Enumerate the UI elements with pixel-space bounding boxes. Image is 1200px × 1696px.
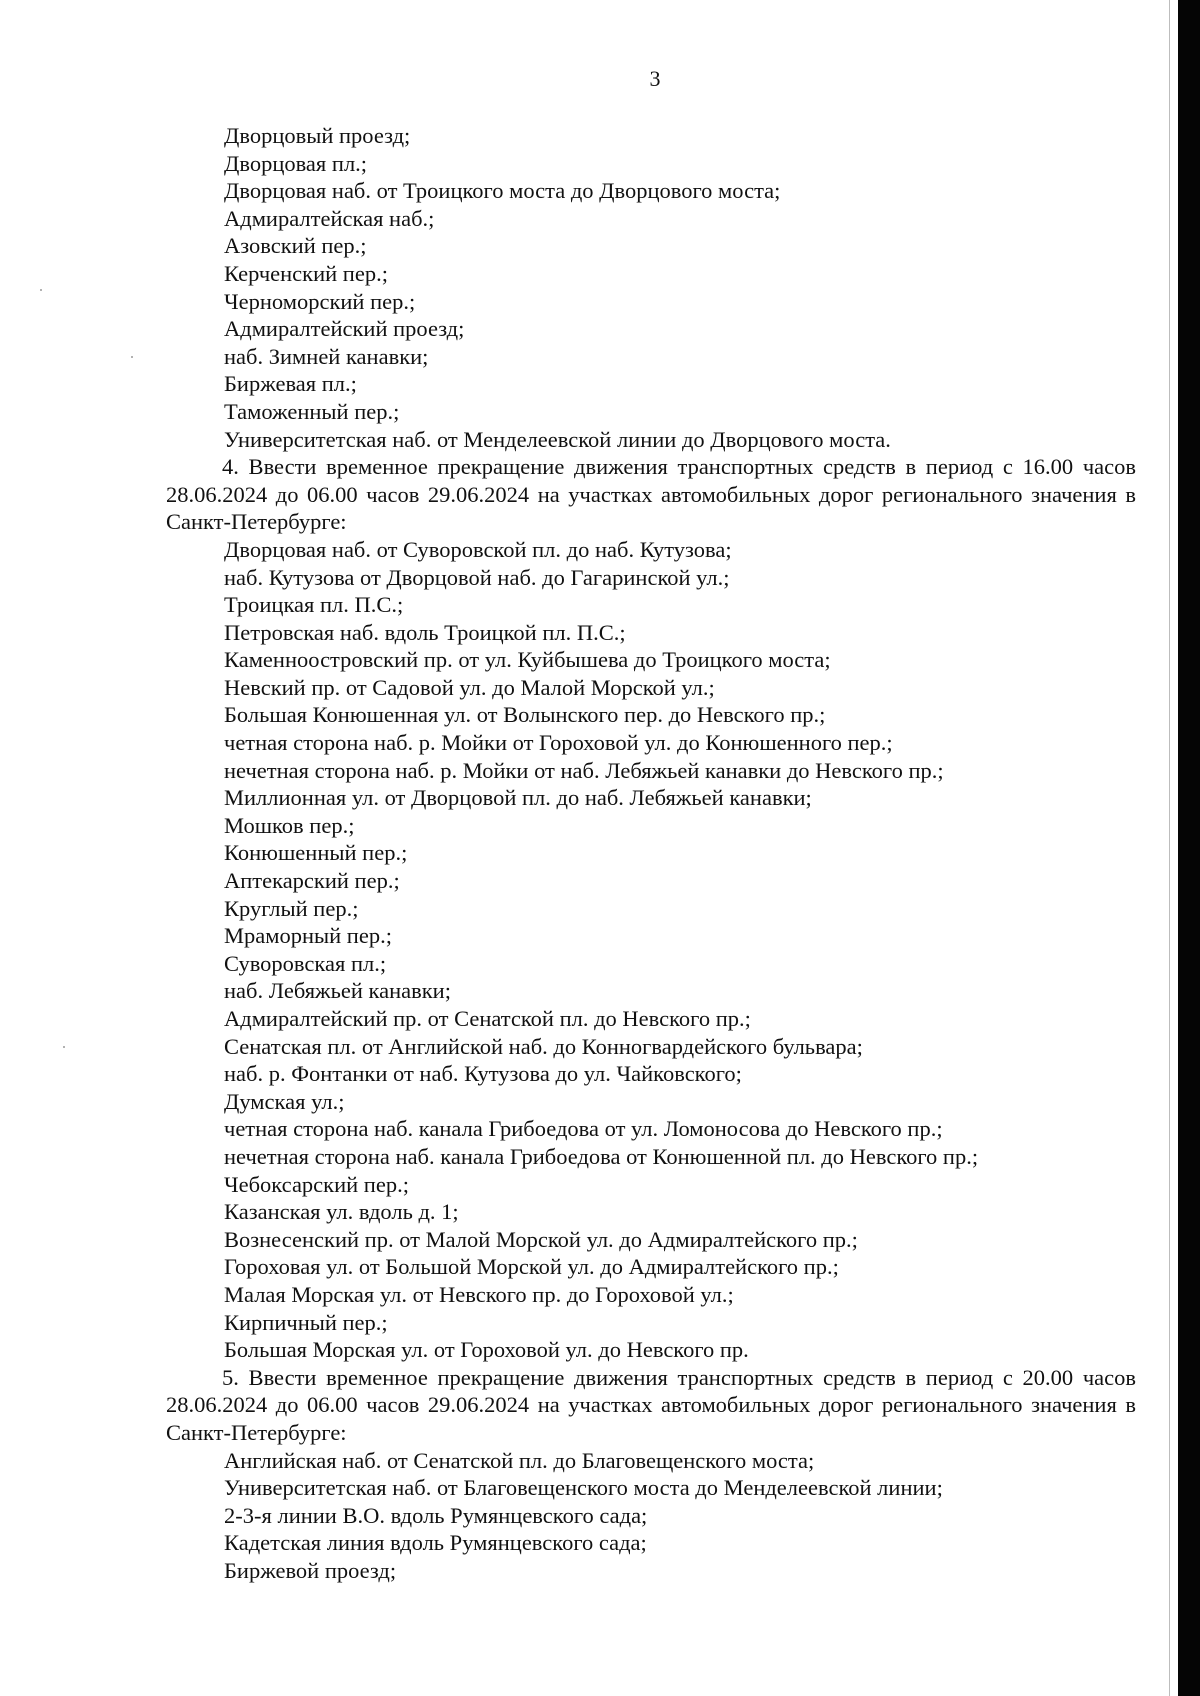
paragraph-4: 4. Ввести временное прекращение движения транспортных средств в период с 16.00 часов 28.06.2024 до 06.00 часов 29.06.2024 на участках автомобильных дорог регионального значения в Санкт-Петербурге:	[166, 454, 1136, 535]
street-line: Дворцовый проезд;	[224, 123, 411, 148]
street-line: Троицкая пл. П.С.;	[224, 592, 404, 618]
street-list-b	[0, 536, 1200, 1364]
street-line: четная сторона наб. канала Грибоедова от ул. Ломоносова до Невского пр.;	[224, 1116, 943, 1142]
street-line: Адмиралтейский пр. от Сенатской пл. до Невского пр.;	[224, 1006, 751, 1031]
street-line: Невский пр. от Садовой ул. до Малой Морской ул.;	[224, 674, 715, 700]
street-line: Университетская наб. от Благовещенского моста до Менделеевской линии;	[224, 1475, 943, 1501]
scan-speck	[40, 289, 42, 291]
street-line: Дворцовая наб. от Троицкого моста до Дворцового моста;	[224, 178, 781, 204]
street-line: наб. Лебяжьей канавки;	[224, 978, 451, 1004]
street-list-c	[0, 1447, 1200, 1585]
paragraph-5: 5. Ввести временное прекращение движения транспортных средств в период с 20.00 часов 28.06.2024 до 06.00 часов 29.06.2024 на участках автомобильных дорог регионального значения в Санкт-Петербурге:	[166, 1364, 1136, 1445]
street-line: Дворцовая наб. от Суворовской пл. до наб. Кутузова;	[224, 536, 732, 562]
street-line: Каменноостровский пр. от ул. Куйбышева до Троицкого моста;	[224, 647, 831, 673]
street-line: Адмиралтейский проезд;	[224, 316, 465, 342]
street-line: Большая Морская ул. от Гороховой ул. до Невского пр.	[224, 1337, 749, 1363]
street-line: Казанская ул. вдоль д. 1;	[224, 1199, 459, 1225]
scan-edge-line	[1169, 0, 1170, 1696]
street-line: наб. р. Фонтанки от наб. Кутузова до ул. Чайковского;	[224, 1061, 742, 1087]
street-line: Керченский пер.;	[224, 260, 388, 286]
page-number: 3	[649, 66, 661, 91]
street-line: Вознесенский пр. от Малой Морской ул. до Адмиралтейского пр.;	[224, 1226, 858, 1252]
street-line: Думская ул.;	[224, 1088, 345, 1114]
street-line: Большая Конюшенная ул. от Волынского пер. до Невского пр.;	[224, 702, 826, 728]
street-line: Таможенный пер.;	[224, 398, 400, 424]
street-line: Сенатская пл. от Английской наб. до Конногвардейского бульвара;	[224, 1033, 863, 1059]
street-line: Мраморный пер.;	[224, 923, 392, 949]
street-line: Азовский пер.;	[224, 233, 367, 259]
street-line: 2-3-я линии В.О. вдоль Румянцевского сада;	[224, 1502, 648, 1528]
document-body	[0, 122, 1200, 1584]
street-line: Университетская наб. от Менделеевской линии до Дворцового моста.	[224, 426, 891, 452]
street-line: четная сторона наб. р. Мойки от Гороховой ул. до Конюшенного пер.;	[224, 730, 893, 756]
street-line: Биржевой проезд;	[224, 1557, 397, 1583]
street-line: Черноморский пер.;	[224, 288, 416, 314]
street-line: Аптекарский пер.;	[224, 868, 400, 894]
street-line: Мошков пер.;	[224, 812, 355, 838]
street-line: Суворовская пл.;	[224, 950, 387, 976]
street-line: наб. Кутузова от Дворцовой наб. до Гагаринской ул.;	[224, 564, 730, 590]
street-line: Кирпичный пер.;	[224, 1309, 388, 1335]
street-line: Круглый пер.;	[224, 895, 359, 921]
street-line: Петровская наб. вдоль Троицкой пл. П.С.;	[224, 619, 626, 645]
scan-edge-shadow	[1178, 0, 1200, 1696]
street-list-a	[0, 122, 1200, 453]
street-line: Кадетская линия вдоль Румянцевского сада;	[224, 1530, 647, 1556]
street-line: Дворцовая пл.;	[224, 150, 368, 176]
street-line: Гороховая ул. от Большой Морской ул. до Адмиралтейского пр.;	[224, 1254, 839, 1280]
street-line: нечетная сторона наб. канала Грибоедова от Конюшенной пл. до Невского пр.;	[224, 1143, 979, 1169]
scan-speck	[63, 1046, 65, 1048]
street-line: Чебоксарский пер.;	[224, 1171, 409, 1197]
street-line: наб. Зимней канавки;	[224, 343, 429, 369]
street-line: Биржевая пл.;	[224, 371, 357, 397]
street-line: Малая Морская ул. от Невского пр. до Гороховой ул.;	[224, 1281, 734, 1307]
scan-speck	[131, 356, 133, 358]
street-line: Конюшенный пер.;	[224, 840, 408, 866]
street-line: Миллионная ул. от Дворцовой пл. до наб. Лебяжьей канавки;	[224, 785, 812, 811]
street-line: нечетная сторона наб. р. Мойки от наб. Лебяжьей канавки до Невского пр.;	[224, 757, 944, 783]
street-line: Адмиралтейская наб.;	[224, 205, 435, 231]
street-line: Английская наб. от Сенатской пл. до Благовещенского моста;	[224, 1447, 815, 1473]
